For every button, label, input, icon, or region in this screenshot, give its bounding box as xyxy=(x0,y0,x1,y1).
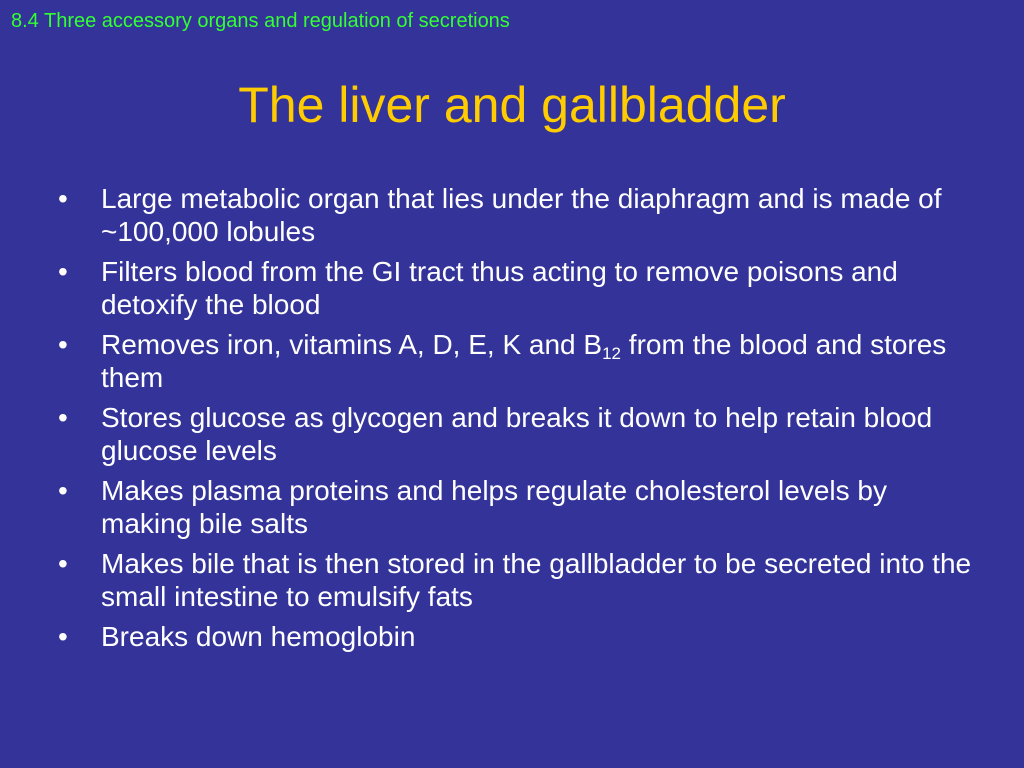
bullet-item xyxy=(58,401,978,467)
bullet-text-after-subscript: from the blood and stores them xyxy=(101,329,947,393)
bullet-icon: • xyxy=(58,256,68,287)
bullet-text: Breaks down hemoglobin xyxy=(101,621,416,652)
section-header: 8.4 Three accessory organs and regulation of secretions xyxy=(11,10,510,32)
bullet-icon: • xyxy=(58,402,68,433)
bullet-item xyxy=(58,182,978,248)
bullet-item xyxy=(58,328,978,394)
vitamin-b-subscript: 12 xyxy=(602,344,622,363)
bullet-text: Makes bile that is then stored in the gallbladder to be secreted into the small intestine to emulsify fats xyxy=(101,548,972,612)
bullet-icon: • xyxy=(58,548,68,579)
bullet-text xyxy=(101,329,946,393)
bullet-text: Filters blood from the GI tract thus acting to remove poisons and detoxify the blood xyxy=(101,256,898,320)
bullet-text: Makes plasma proteins and helps regulate cholesterol levels by making bile salts xyxy=(101,475,887,539)
bullet-item xyxy=(58,620,978,653)
bullet-text: Stores glucose as glycogen and breaks it down to help retain blood glucose levels xyxy=(101,402,933,466)
bullet-text-before-subscript: Removes iron, vitamins A, D, E, K and B xyxy=(101,329,603,360)
bullet-item xyxy=(58,255,978,321)
bullet-item xyxy=(58,547,978,613)
bullet-icon: • xyxy=(58,183,68,214)
bullet-list xyxy=(58,182,978,660)
bullet-text: Large metabolic organ that lies under the diaphragm and is made of ~100,000 lobules xyxy=(101,183,942,247)
bullet-icon: • xyxy=(58,329,68,360)
bullet-icon: • xyxy=(58,475,68,506)
bullet-icon: • xyxy=(58,621,68,652)
slide-title: The liver and gallbladder xyxy=(238,77,786,133)
bullet-item xyxy=(58,474,978,540)
